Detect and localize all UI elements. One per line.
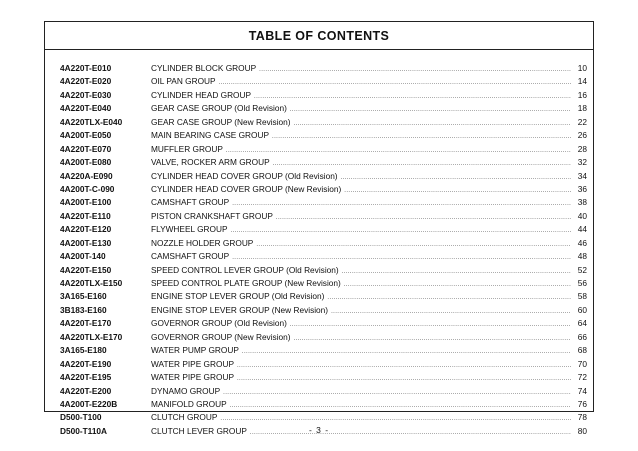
toc-page-number: 28 [577,143,587,154]
toc-dot-leader [254,91,571,104]
toc-page-number: 72 [577,372,587,383]
toc-part-code: 4A220T-E120 [60,224,112,235]
toc-page-number: 38 [577,197,587,208]
toc-part-code: 4A220T-E195 [60,372,112,383]
toc-page-number: 26 [577,130,587,141]
toc-group-name: CYLINDER HEAD GROUP [151,89,252,100]
toc-dot-leader [290,319,571,332]
toc-part-code: 3A165-E180 [60,345,107,356]
toc-group-name: GEAR CASE GROUP (Old Revision) [151,103,287,114]
toc-row [60,210,587,223]
toc-group-name: CAMSHAFT GROUP [151,251,230,262]
toc-group-name: CYLINDER HEAD COVER GROUP (New Revision) [151,183,342,194]
toc-part-code: 4A220T-E010 [60,63,112,73]
toc-page-number: 34 [577,170,587,181]
toc-part-code: 3A165-E160 [60,291,107,302]
toc-page-number: 58 [577,291,587,302]
toc-row [60,143,587,156]
toc-dot-leader [341,172,571,185]
toc-list [60,62,587,438]
toc-part-code: 4A220T-E070 [60,143,112,154]
toc-group-name: VALVE, ROCKER ARM GROUP [151,157,270,168]
toc-part-code: 4A200T-E130 [60,237,112,248]
toc-part-code: 4A200T-E080 [60,157,112,168]
toc-page-number: 74 [577,385,587,396]
toc-row [60,62,587,75]
toc-page-number: 46 [577,237,587,248]
toc-dot-leader [327,292,571,305]
toc-row [60,156,587,169]
toc-dot-leader [294,118,571,131]
toc-row [60,129,587,142]
toc-group-name: NOZZLE HOLDER GROUP [151,237,254,248]
toc-dot-leader [232,198,571,211]
toc-row [60,237,587,250]
toc-dot-leader [290,104,571,117]
toc-page-number: 40 [577,210,587,221]
toc-row [60,196,587,209]
toc-row [60,317,587,330]
toc-part-code: 4A220A-E090 [60,170,113,181]
toc-row [60,277,587,290]
toc-row [60,89,587,102]
toc-part-code: 4A200T-140 [60,251,106,262]
toc-page-number: 32 [577,157,587,168]
toc-page-number: 52 [577,264,587,275]
toc-row [60,183,587,196]
toc-group-name: WATER PIPE GROUP [151,358,234,369]
toc-page-number: 22 [577,116,587,127]
toc-row [60,385,587,398]
toc-group-name: MAIN BEARING CASE GROUP [151,130,270,141]
toc-page-number: 78 [577,412,587,423]
toc-page-number: 18 [577,103,587,114]
toc-row [60,75,587,88]
toc-page-number: 68 [577,345,587,356]
toc-dot-leader [344,185,571,198]
toc-row [60,102,587,115]
toc-row [60,344,587,357]
toc-dot-leader [294,333,571,346]
toc-group-name: WATER PIPE GROUP [151,372,234,383]
toc-group-name: SPEED CONTROL PLATE GROUP (New Revision) [151,278,341,288]
toc-group-name: CYLINDER BLOCK GROUP [151,63,257,73]
toc-row [60,398,587,411]
toc-dot-leader [219,77,571,90]
toc-dot-leader [272,131,571,144]
toc-dot-leader [237,360,571,373]
toc-page-number: 66 [577,331,587,342]
toc-page-number: 14 [577,76,587,87]
toc-group-name: CYLINDER HEAD COVER GROUP (Old Revision) [151,170,338,181]
toc-group-name: GOVERNOR GROUP (New Revision) [151,331,291,342]
toc-dot-leader [237,373,571,386]
toc-group-name: ENGINE STOP LEVER GROUP (Old Revision) [151,291,325,302]
toc-part-code: 4A220T-E170 [60,318,112,329]
toc-group-name: FLYWHEEL GROUP [151,224,228,235]
toc-dot-leader [231,225,571,238]
toc-part-code: 4A220T-E110 [60,210,111,221]
toc-page-number: 60 [577,304,587,315]
toc-page-number: 64 [577,318,587,329]
toc-group-name: PISTON CRANKSHAFT GROUP [151,210,273,221]
toc-group-name: CAMSHAFT GROUP [151,197,230,208]
toc-part-code: D500-T110A [60,425,108,436]
toc-part-code: 4A220TLX-E150 [60,278,123,288]
toc-page-number: 36 [577,183,587,194]
toc-group-name: MUFFLER GROUP [151,143,223,154]
toc-row [60,411,587,424]
toc-page-number: 70 [577,358,587,369]
page-number: - 3 - [308,425,330,435]
toc-group-name: GOVERNOR GROUP (Old Revision) [151,318,287,329]
toc-part-code: 4A220T-E040 [60,103,112,114]
toc-part-code: 4A220T-E020 [60,76,112,87]
toc-part-code: 4A220T-E190 [60,358,112,369]
toc-row [60,264,587,277]
toc-row [60,250,587,263]
page-title: TABLE OF CONTENTS [248,28,390,43]
toc-page-number: 76 [577,398,587,409]
toc-part-code: D500-T100 [60,412,102,423]
toc-part-code: 4A200T-C-090 [60,183,115,194]
toc-group-name: CLUTCH GROUP [151,412,218,423]
toc-dot-leader [276,212,571,225]
toc-row [60,331,587,344]
toc-group-name: OIL PAN GROUP [151,76,216,87]
toc-group-name: WATER PUMP GROUP [151,345,239,356]
toc-dot-leader [230,400,571,413]
toc-dot-leader [259,64,571,77]
toc-part-code: 4A220T-E200 [60,385,112,396]
title-bar [45,22,593,50]
toc-part-code: 4A220T-E030 [60,89,112,100]
toc-page-number: 10 [577,63,587,73]
toc-dot-leader [226,145,571,158]
toc-group-name: ENGINE STOP LEVER GROUP (New Revision) [151,304,329,315]
toc-page-number: 80 [577,425,587,436]
toc-page-number: 48 [577,251,587,262]
toc-row [60,358,587,371]
toc-group-name: DYNAMO GROUP [151,385,221,396]
toc-part-code: 4A200T-E100 [60,197,112,208]
toc-page-number: 44 [577,224,587,235]
toc-frame [44,21,594,436]
toc-row [60,371,587,384]
toc-group-name: MANIFOLD GROUP [151,398,227,409]
toc-page-number: 56 [577,278,587,288]
toc-part-code: 4A220TLX-E170 [60,331,123,342]
toc-part-code: 4A220T-E150 [60,264,112,275]
toc-group-name: SPEED CONTROL LEVER GROUP (Old Revision) [151,264,339,275]
toc-group-name: CLUTCH LEVER GROUP [151,425,247,436]
toc-row [60,223,587,236]
toc-dot-leader [256,239,571,252]
toc-part-code: 3B183-E160 [60,304,107,315]
toc-row [60,170,587,183]
toc-dot-leader [242,346,571,359]
toc-dot-leader [331,306,571,319]
toc-dot-leader [344,279,571,292]
toc-row [60,304,587,317]
toc-part-code: 4A200T-E220B [60,398,118,409]
toc-page-number: 16 [577,89,587,100]
toc-row [60,290,587,303]
toc-part-code: 4A200T-E050 [60,130,112,141]
toc-dot-leader [223,387,571,400]
toc-row [60,116,587,129]
toc-part-code: 4A220TLX-E040 [60,116,123,127]
toc-group-name: GEAR CASE GROUP (New Revision) [151,116,291,127]
toc-dot-leader [342,266,571,279]
